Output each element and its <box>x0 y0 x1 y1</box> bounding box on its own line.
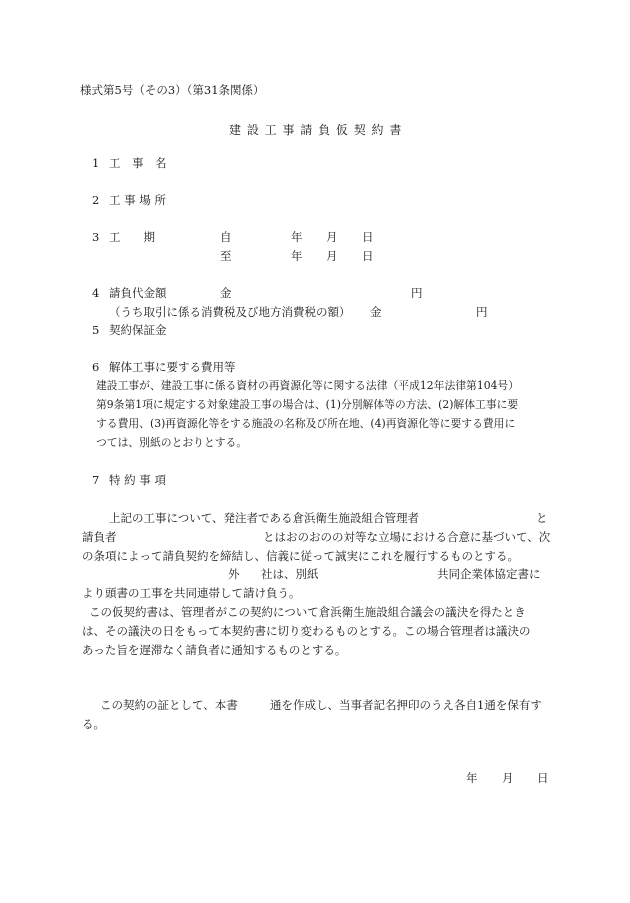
item-6-text-line: 建設工事が、建設工事に係る資材の再資源化等に関する法律（平成12年法律第104号） <box>96 379 520 392</box>
item-6-text-line: 第9条第1項に規定する対象建設工事の場合は、(1)分別解体等の方法、(2)解体工事に要 <box>96 398 519 411</box>
body-line: 請負者 <box>82 530 117 544</box>
body-line: と <box>536 511 548 525</box>
tax-amount-kin: 金 <box>370 305 382 319</box>
item-5-number: 5 <box>92 323 100 337</box>
term-to-day: 日 <box>362 249 374 263</box>
document-title: 建 設 工 事 請 負 仮 契 約 書 <box>229 123 403 137</box>
body-line: 外 <box>228 567 240 581</box>
item-3-number: 3 <box>92 230 100 244</box>
proof-line: この契約の証として、本書 <box>100 698 238 712</box>
item-1-number: 1 <box>92 156 100 170</box>
item-6-text-line: つては、別紙のとおりとする。 <box>96 436 248 449</box>
term-to-year: 年 <box>291 249 303 263</box>
item-3-label: 工 期 <box>109 230 155 244</box>
item-4-label: 請負代金額 <box>109 286 167 300</box>
date-day: 日 <box>537 771 549 785</box>
term-from-year: 年 <box>291 230 303 244</box>
item-4-number: 4 <box>92 286 100 300</box>
item-5-label: 契約保証金 <box>109 323 167 337</box>
date-month: 月 <box>502 771 514 785</box>
term-to: 至 <box>220 249 232 263</box>
item-1-label: 工 事 名 <box>109 156 167 170</box>
proof-line: 通を作成し、当事者記名押印のうえ各自1通を保有す <box>270 698 542 712</box>
body-line: は、その議決の日をもって本契約書に切り変わるものとする。この場合管理者は議決の <box>82 624 531 638</box>
contract-amount-yen: 円 <box>411 286 423 300</box>
body-line: より頭書の工事を共同連帯して請け負う。 <box>82 586 301 600</box>
item-7-number: 7 <box>92 473 100 487</box>
body-line: 上記の工事について、発注者である倉浜衛生施設組合管理者 <box>109 511 420 525</box>
term-from-month: 月 <box>326 230 338 244</box>
item-7-label: 特 約 事 項 <box>109 473 166 487</box>
body-line: あった旨を遅滞なく請負者に通知するものとする。 <box>82 643 347 657</box>
item-6-label: 解体工事に要する費用等 <box>109 360 236 374</box>
item-6-text-line: する費用、(3)再資源化等をする施設の名称及び所在地、(4)再資源化等に要する費用に <box>96 417 516 430</box>
tax-amount-label: （うち取引に係る消費税及び地方消費税の額） <box>109 305 351 319</box>
body-line: とはおのおのの対等な立場における合意に基づいて、次 <box>263 530 551 544</box>
item-6-number: 6 <box>92 360 100 374</box>
body-line: 共同企業体協定書に <box>437 567 541 581</box>
term-to-month: 月 <box>326 249 338 263</box>
term-from: 自 <box>220 230 232 244</box>
body-line: の条項によって請負契約を締結し、信義に従って誠実にこれを履行するものとする。 <box>82 549 519 563</box>
item-2-label: 工 事 場 所 <box>109 193 166 207</box>
date-year: 年 <box>466 771 478 785</box>
form-number: 様式第5号（その3）（第31条関係） <box>80 83 265 97</box>
contract-amount-kin: 金 <box>220 286 232 300</box>
tax-amount-yen: 円 <box>476 305 488 319</box>
item-2-number: 2 <box>92 193 100 207</box>
proof-line: る。 <box>82 717 105 731</box>
body-line: 社は、別紙 <box>261 567 319 581</box>
term-from-day: 日 <box>362 230 374 244</box>
body-line: この仮契約書は、管理者がこの契約について倉浜衛生施設組合議会の議決を得たとき <box>89 605 526 619</box>
